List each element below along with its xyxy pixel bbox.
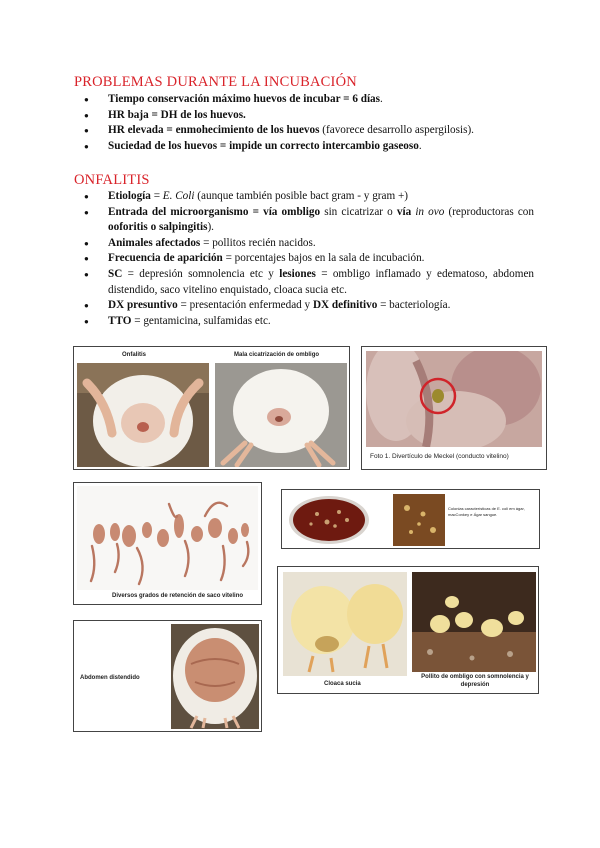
agar-plate-photo — [393, 494, 445, 546]
list-item: ● Suciedad de los huevos = impide un correcto intercambio gaseoso. — [74, 139, 534, 155]
list-item: ● HR baja = DH de los huevos. — [74, 108, 534, 124]
list-item: ● HR elevada = enmohecimiento de los huevos (favorece desarrollo aspergilosis). — [74, 123, 534, 139]
list-item: ● Animales afectados = pollitos recién nacidos. — [74, 236, 534, 252]
onfalitis-list — [74, 189, 534, 329]
list-item: ● Etiología = E. Coli (aunque también posible bact gram - y gram +) — [74, 189, 534, 205]
chick-navel-photo — [215, 363, 347, 467]
caption-mala-cicatrizacion: Mala cicatrización de ombligo — [234, 352, 320, 358]
figure-cloaca-pollito — [277, 566, 539, 694]
caption-meckel: Foto 1. Divertículo de Meckel (conducto vitelino) — [370, 453, 509, 460]
meckel-diverticulum-photo — [366, 351, 542, 447]
list-item: ● Tiempo conservación máximo huevos de incubar = 6 días. — [74, 92, 534, 108]
sleepy-chick-photo — [412, 572, 536, 672]
section-title-incubacion: PROBLEMAS DURANTE LA INCUBACIÓN — [74, 74, 357, 90]
list-item: ● DX presuntivo = presentación enfermedad y DX definitivo = bacteriología. — [74, 298, 534, 314]
dirty-cloaca-photo — [283, 572, 407, 676]
chick-underside-photo — [77, 363, 209, 467]
section-title-onfalitis: ONFALITIS — [74, 172, 150, 188]
figure-colonias — [281, 489, 540, 549]
distended-abdomen-photo — [171, 624, 259, 729]
caption-onfalitis: Onfalitis — [122, 352, 147, 358]
yolk-sac-retention-photo — [77, 486, 258, 590]
figure-onfalitis-photos — [73, 346, 350, 470]
incubacion-list — [74, 92, 534, 154]
figure-saco-vitelino — [73, 482, 262, 605]
list-item: ● Frecuencia de aparición = porcentajes bajos en la sala de incubación. — [74, 251, 534, 267]
caption-colonias: Colonias características de E. coli em ágar, macConkey e Ágar sangue. — [448, 506, 525, 517]
list-item: ● SC = depresión somnolencia etc y lesiones = ombligo inflamado y edematoso, abdomen distendido, saco vitelino enquistado, cloaca sucia etc. — [74, 267, 534, 298]
caption-abdomen: Abdomen distendido — [80, 675, 140, 681]
caption-pollito: Pollito de ombligo con somnolencia y depresión — [421, 674, 529, 688]
petri-dish-photo — [287, 494, 371, 546]
list-item: ● TTO = gentamicina, sulfamidas etc. — [74, 314, 534, 330]
figure-abdomen — [73, 620, 262, 732]
caption-saco-vitelino: Diversos grados de retención de saco vitelino — [112, 593, 244, 599]
figure-meckel — [361, 346, 547, 470]
caption-cloaca: Cloaca sucia — [324, 681, 361, 687]
list-item: ● Entrada del microorganismo = vía ombligo sin cicatrizar o vía in ovo (reproductoras con ooforitis o salpingitis). — [74, 205, 534, 236]
